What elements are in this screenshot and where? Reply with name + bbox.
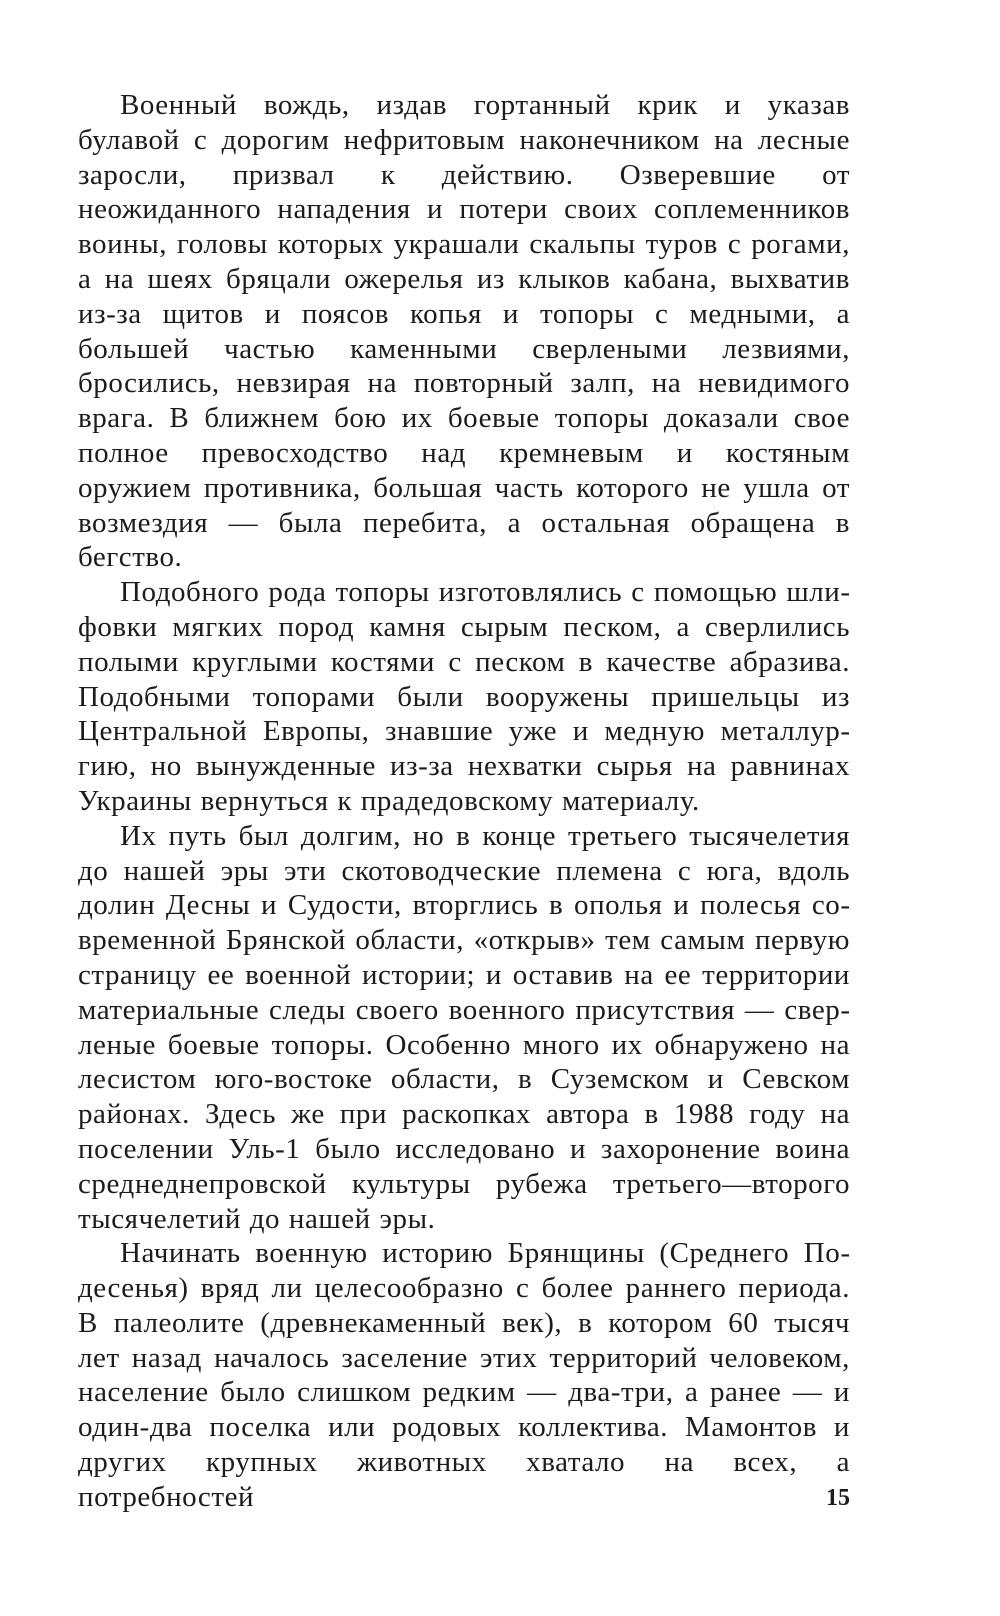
page-number: 15 xyxy=(826,1485,850,1511)
paragraph-4: Начинать военную историю Брянщины (Среднего Подесенья) вряд ли целесообразно с более раннего периода. В палеолите (древнекаменный век), в котором 60 тысяч лет назад началось заселение этих территорий человеком, население было слишком редким — два-три, а ранее — и один-два поселка или родовых коллектива. Мамонтов и других крупных животных хватало на всех, а потребностей xyxy=(78,1237,850,1513)
paragraph-2: Подобного рода топоры изготовлялись с помощью шлифовки мягких пород камня сырым песком, а сверлились полыми круглыми костями с песком в качестве абразива. Подобными топорами были вооружены пришельцы из Центральной Европы, знавшие уже и медную металлургию, но вынужденные из-за нехватки сырья на равнинах Украины вернуться к прадедовскому материалу. xyxy=(78,576,850,817)
paragraph-1: Военный вождь, издав гортанный крик и указав булавой с дорогим нефритовым наконечником на лесные заросли, призвал к действию. Озверевшие от неожиданного нападения и потери своих соплеменников воины, головы которых украшали скальпы туров с рогами, а на шеях бряцали ожерелья из клыков кабана, выхватив из-за щитов и поясов копья и топоры с медными, а большей частью каменными сверлеными лезвиями, бросились, невзирая на повторный залп, на невидимого врага. В ближнем бою их боевые топоры доказали свое полное превосходство над кремневым и костяным оружием противника, большая часть которого не ушла от возмездия — была перебита, а остальная обращена в бегство. xyxy=(78,89,850,574)
page-body-text xyxy=(78,88,850,1515)
paragraph-3: Их путь был долгим, но в конце третьего тысячелетия до нашей эры эти скотоводческие племена с юга, вдоль долин Десны и Судости, вторглись в ополья и полесья современной Брянской области, «открыв» тем самым первую страницу ее военной истории; и оставив на ее территории материальные следы своего военного присутствия — сверленые боевые топоры. Особенно много их обнаружено на лесистом юго-востоке области, в Суземском и Севском районах. Здесь же при раскопках автора в 1988 году на поселении Уль-1 было исследовано и захоронение воина среднеднепровской культуры рубежа третьего—второго тысячелетий до нашей эры. xyxy=(78,819,850,1235)
